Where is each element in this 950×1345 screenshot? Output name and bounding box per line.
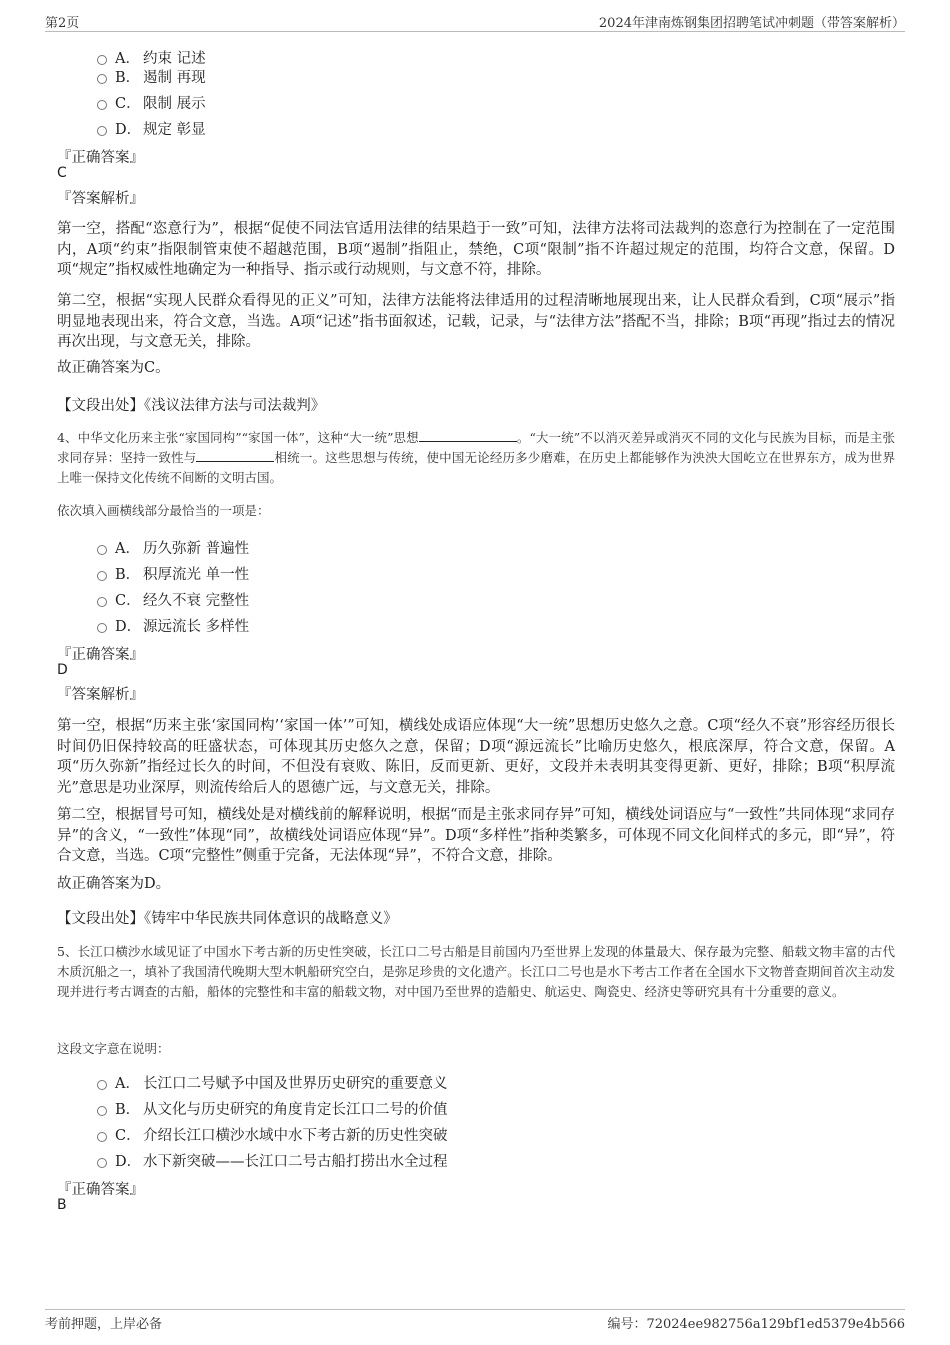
analysis-paragraph: 第二空，根据“实现人民群众看得见的正义”可知，法律方法能将法律适用的过程清晰地展现出来，让人民群众看到，C项“展示”指明显地表现出来，符合文意，当选。A项“记述”指书面叙述，记载，记录，与“法律方法”搭配不当，排除；B项“再现”指过去的情况再次出现，与文意无关，排除。 — [57, 293, 895, 350]
radio-icon[interactable] — [97, 100, 107, 110]
page-number: 第2页 — [45, 16, 80, 31]
analysis-paragraph: 第二空，根据冒号可知，横线处是对横线前的解释说明，根据“而是主张求同存异”可知，横线处词语应与“一致性”共同体现“求同存异”的含义，“一致性”体现“同”，故横线处词语应体现“异”。D项“多样性”指种类繁多，可体现不同文化间样式的多元，即“异”，符合文意，当选。C项“完整性”侧重于完备，无法体现“异”，不符合文意，排除。 — [57, 807, 895, 864]
footer-divider — [45, 1309, 905, 1310]
radio-icon[interactable] — [97, 1080, 107, 1090]
radio-icon[interactable] — [97, 126, 107, 136]
radio-icon[interactable] — [97, 545, 107, 555]
q3-option-d[interactable]: D． 规定 彰显 — [97, 118, 206, 139]
q4-option-d[interactable]: D． 源远流长 多样性 — [97, 615, 249, 636]
q4-option-a[interactable]: A． 历久弥新 普遍性 — [97, 537, 249, 558]
radio-icon[interactable] — [97, 55, 107, 65]
q5-option-a[interactable]: A． 长江口二号赋予中国及世界历史研究的重要意义 — [97, 1072, 448, 1093]
analysis-label: 『答案解析』 — [57, 191, 144, 207]
analysis-conclusion: 故正确答案为D。 — [57, 876, 171, 892]
source-citation: 【文段出处】《铸牢中华民族共同体意识的战略意义》 — [57, 911, 398, 927]
radio-icon[interactable] — [97, 1158, 107, 1168]
radio-icon[interactable] — [97, 571, 107, 581]
q3-option-b[interactable]: B． 遏制 再现 — [97, 66, 206, 87]
q5-option-c[interactable]: C． 介绍长江口横沙水域中水下考古新的历史性突破 — [97, 1124, 448, 1145]
correct-answer: C — [57, 165, 67, 181]
source-citation: 【文段出处】《浅议法律方法与司法裁判》 — [57, 398, 326, 414]
q3-option-c[interactable]: C． 限制 展示 — [97, 92, 206, 113]
analysis-label: 『答案解析』 — [57, 687, 144, 703]
q4-option-c[interactable]: C． 经久不衰 完整性 — [97, 589, 249, 610]
analysis-conclusion: 故正确答案为C。 — [57, 360, 170, 376]
answer-label: 『正确答案』 — [57, 150, 144, 166]
radio-icon[interactable] — [97, 74, 107, 84]
answer-label: 『正确答案』 — [57, 1182, 144, 1198]
document-title: 2024年津南炼钢集团招聘笔试冲刺题（带答案解析） — [598, 16, 905, 31]
q5-option-d[interactable]: D． 水下新突破——长江口二号古船打捞出水全过程 — [97, 1150, 448, 1171]
radio-icon[interactable] — [97, 597, 107, 607]
answer-label: 『正确答案』 — [57, 647, 144, 663]
radio-icon[interactable] — [97, 1106, 107, 1116]
q4-option-b[interactable]: B． 积厚流光 单一性 — [97, 563, 249, 584]
radio-icon[interactable] — [97, 623, 107, 633]
question-prompt: 依次填入画横线部分最恰当的一项是： — [57, 503, 270, 518]
question-stem: 5、长江口横沙水域见证了中国水下考古新的历史性突破，长江口二号古船是目前国内乃至世界上发现的体量最大、保存最为完整、船载文物丰富的古代木质沉船之一，填补了我国清代晚期大型木帆船研究空白，是弥足珍贵的文化遗产。长江口二号也是水下考古工作者在全国水下文物普查期间首次主动发现并进行考古调查的古船，船体的完整性和丰富的船载文物，对中国乃至世界的造船史、航运史、陶瓷史、经济史等研究具有十分重要的意义。 — [57, 944, 895, 999]
analysis-paragraph: 第一空，搭配“恣意行为”，根据“促使不同法官适用法律的结果趋于一致”可知，法律方法将司法裁判的恣意行为控制在了一定范围内，A项“约束”指限制管束使不超越范围，B项“遏制”指阻止，禁绝，C项“限制”指不许超过规定的范围，均符合文意，保留。D项“规定”指权威性地确定为一种指导、指示或行动规则，与文意不符，排除。 — [57, 221, 895, 278]
radio-icon[interactable] — [97, 1132, 107, 1142]
q5-option-b[interactable]: B． 从文化与历史研究的角度肯定长江口二号的价值 — [97, 1098, 448, 1119]
header-divider — [45, 31, 905, 32]
question-stem: 4、中华文化历来主张“家国同构”“家国一体”，这种“大一统”思想 。“大一统”不以消灭差异或消灭不同的文化与民族为目标，而是主张求同存异：坚持一致性与 相统一。这些思想与传统，使中国无论经历多少磨难，在历史上都能够作为泱泱大国屹立在世界东方，成为世界上唯一保持文化传统不间断的文明古国。 — [57, 430, 895, 485]
question-prompt: 这段文字意在说明： — [57, 1041, 170, 1056]
analysis-paragraph: 第一空，根据“历来主张‘家国同构’‘家国一体’”可知，横线处成语应体现“大一统”思想历史悠久之意。C项“经久不衰”形容经历很长时间仍旧保持较高的旺盛状态，可体现其历史悠久之意，保留；D项“源远流长”比喻历史悠久，根底深厚，符合文意，保留。A项“历久弥新”指经过长久的时间，不但没有衰败、陈旧，反而更新、更好，文段并未表明其变得更新、更好，排除；B项“积厚流光”意思是功业深厚，则流传给后人的恩德广远，与文意无关，排除。 — [57, 718, 895, 796]
fill-blank — [196, 449, 274, 462]
fill-blank — [419, 429, 517, 442]
correct-answer: D — [57, 662, 68, 678]
q3-option-a[interactable]: A． 约束 记述 — [97, 47, 206, 68]
footer-slogan: 考前押题，上岸必备 — [45, 1317, 163, 1332]
document-id: 编号：72024ee982756a129bf1ed5379e4b566 — [607, 1317, 905, 1332]
correct-answer: B — [57, 1197, 67, 1213]
